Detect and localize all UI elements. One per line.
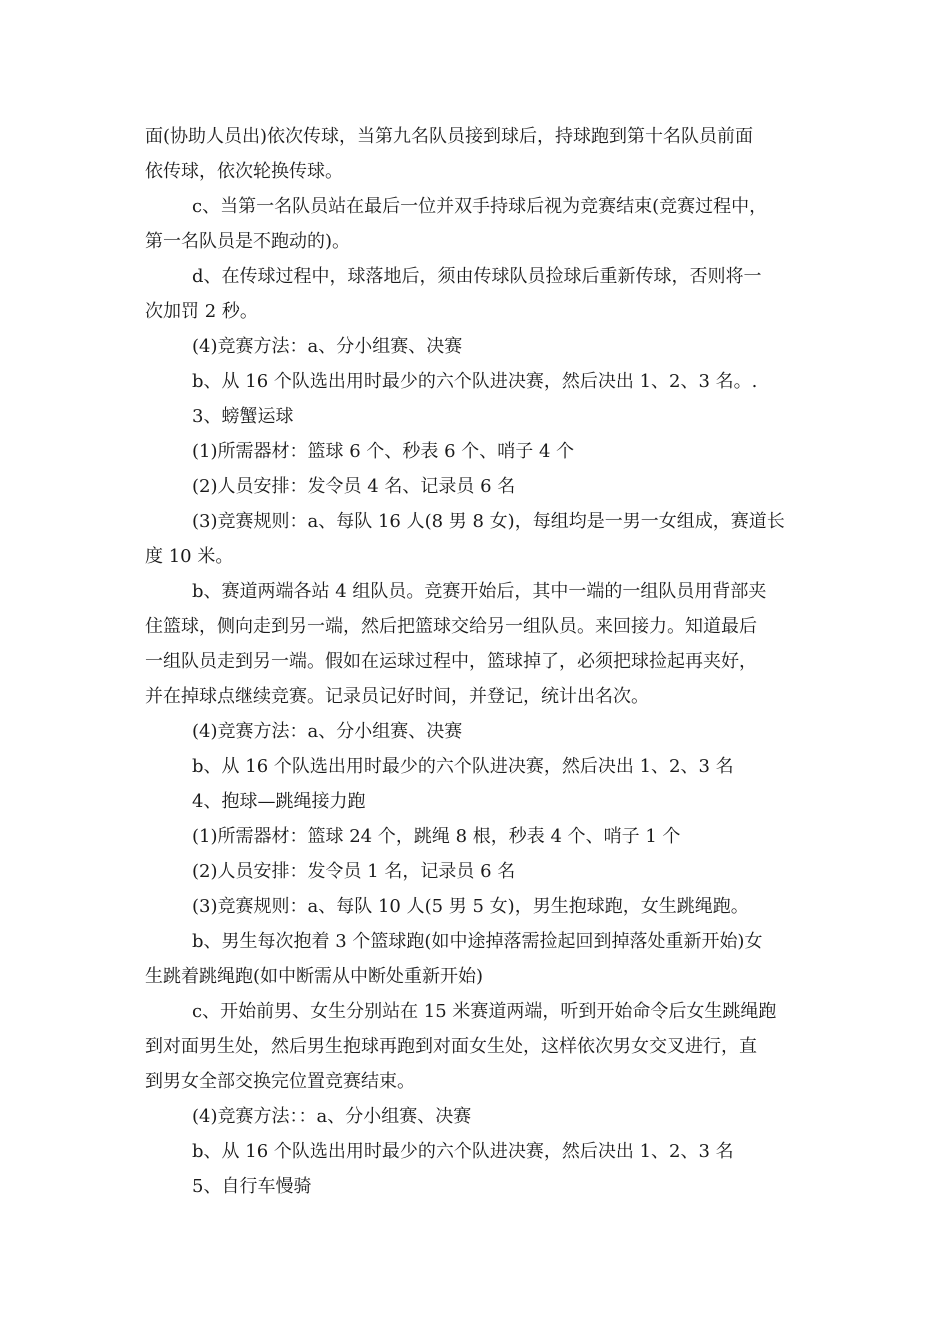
text-line: (1)所需器材：篮球 24 个，跳绳 8 根，秒表 4 个、哨子 1 个 — [192, 826, 681, 847]
paragraph — [145, 889, 810, 924]
text-line: b、男生每次抱着 3 个篮球跑(如中途掉落需捡起回到掉落处重新开始)女 — [192, 931, 763, 952]
paragraph — [145, 749, 810, 784]
paragraph — [145, 924, 810, 994]
text-line: 到对面男生处，然后男生抱球再跑到对面女生处，这样依次男女交叉进行，直 — [145, 1036, 757, 1057]
text-line: (3)竞赛规则：a、每队 16 人(8 男 8 女)，每组均是一男一女组成，赛道长 — [192, 511, 785, 532]
text-line: 依传球，依次轮换传球。 — [145, 161, 343, 182]
text-line: (3)竞赛规则：a、每队 10 人(5 男 5 女)，男生抱球跑，女生跳绳跑。 — [192, 896, 749, 917]
paragraph — [145, 714, 810, 749]
text-line: 一组队员走到另一端。假如在运球过程中，篮球掉了，必须把球捡起再夹好， — [145, 651, 757, 672]
paragraph — [145, 504, 810, 574]
text-line: b、从 16 个队选出用时最少的六个队进决赛，然后决出 1、2、3 名。. — [192, 371, 758, 392]
text-line: (2)人员安排：发令员 4 名、记录员 6 名 — [192, 476, 516, 497]
paragraph — [145, 854, 810, 889]
paragraph — [145, 189, 810, 259]
paragraph — [145, 784, 810, 819]
text-line: 面(协助人员出)依次传球，当第九名队员接到球后，持球跑到第十名队员前面 — [145, 126, 754, 147]
paragraph — [145, 1099, 810, 1134]
text-line: b、从 16 个队选出用时最少的六个队进决赛，然后决出 1、2、3 名 — [192, 756, 734, 777]
text-line: (1)所需器材：篮球 6 个、秒表 6 个、哨子 4 个 — [192, 441, 575, 462]
text-line: 3、螃蟹运球 — [192, 406, 294, 427]
document-body — [145, 119, 810, 1204]
text-line: 并在掉球点继续竞赛。记录员记好时间，并登记，统计出名次。 — [145, 686, 649, 707]
text-line: 到男女全部交换完位置竞赛结束。 — [145, 1071, 415, 1092]
text-line: 度 10 米。 — [145, 546, 234, 567]
paragraph — [145, 329, 810, 364]
text-line: 第一名队员是不跑动的)。 — [145, 231, 351, 252]
paragraph — [145, 469, 810, 504]
paragraph — [145, 994, 810, 1099]
text-line: c、开始前男、女生分别站在 15 米赛道两端，听到开始命令后女生跳绳跑 — [192, 1001, 777, 1022]
paragraph — [145, 399, 810, 434]
text-line: (4)竞赛方法：a、分小组赛、决赛 — [192, 721, 463, 742]
text-line: 住篮球，侧向走到另一端，然后把篮球交给另一组队员。来回接力。知道最后 — [145, 616, 757, 637]
text-line: 4、抱球—跳绳接力跑 — [192, 791, 366, 812]
text-line: (2)人员安排：发令员 1 名，记录员 6 名 — [192, 861, 516, 882]
text-line: (4)竞赛方法：a、分小组赛、决赛 — [192, 336, 463, 357]
text-line: 5、自行车慢骑 — [192, 1176, 312, 1197]
text-line: (4)竞赛方法：：a、分小组赛、决赛 — [192, 1106, 472, 1127]
paragraph — [145, 1169, 810, 1204]
paragraph — [145, 364, 810, 399]
paragraph — [145, 1134, 810, 1169]
text-line: d、在传球过程中，球落地后，须由传球队员捡球后重新传球，否则将一 — [192, 266, 762, 287]
text-line: c、当第一名队员站在最后一位并双手持球后视为竞赛结束(竞赛过程中， — [192, 196, 768, 217]
text-line: b、赛道两端各站 4 组队员。竞赛开始后，其中一端的一组队员用背部夹 — [192, 581, 767, 602]
text-line: b、从 16 个队选出用时最少的六个队进决赛，然后决出 1、2、3 名 — [192, 1141, 734, 1162]
text-line: 生跳着跳绳跑(如中断需从中断处重新开始) — [145, 966, 484, 987]
paragraph — [145, 574, 810, 714]
paragraph — [145, 434, 810, 469]
paragraph — [145, 119, 810, 189]
text-line: 次加罚 2 秒。 — [145, 301, 258, 322]
paragraph — [145, 259, 810, 329]
paragraph — [145, 819, 810, 854]
